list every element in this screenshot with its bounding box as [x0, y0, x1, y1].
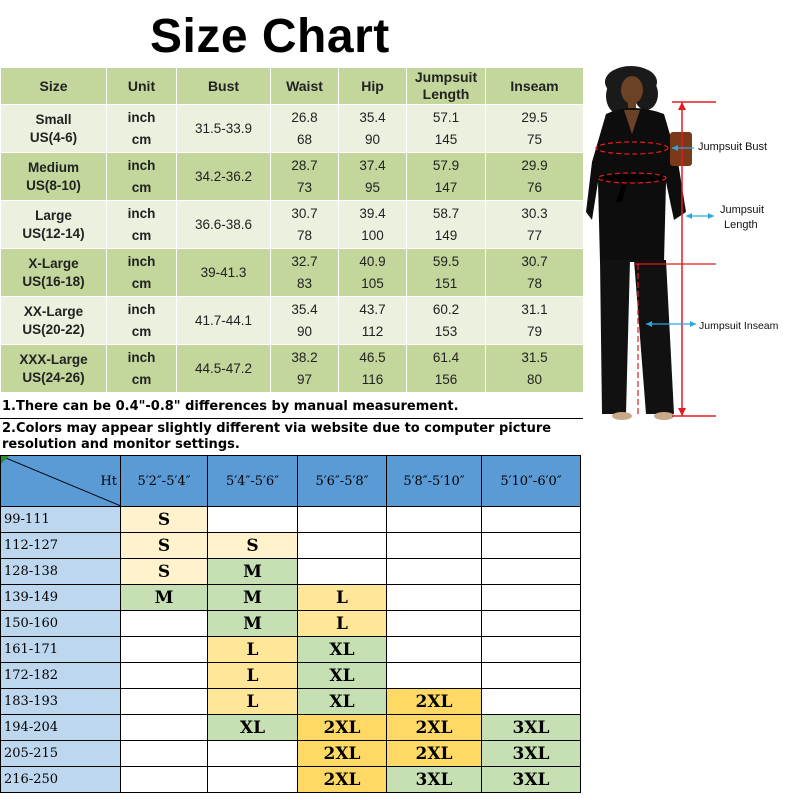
hip-cm: 112	[361, 323, 384, 339]
fit-corner-label: Ht	[100, 473, 117, 489]
fit-row	[1, 767, 581, 793]
size-recommendation-cell: XL	[298, 689, 387, 715]
size-recommendation-cell: 3XL	[482, 767, 581, 793]
measurement-header-row	[1, 68, 584, 105]
waist-inch: 28.7	[291, 157, 318, 173]
size-name: Small	[35, 111, 72, 127]
waist-inch: 26.8	[291, 109, 318, 125]
note-colors: 2.Colors may appear slightly different via website due to computer picture resolution and monitor settings.	[2, 421, 552, 452]
size-recommendation-cell	[298, 507, 387, 533]
belt-shape	[600, 174, 664, 182]
size-recommendation-cell	[482, 637, 581, 663]
length-inch: 58.7	[432, 205, 460, 221]
size-recommendation-cell	[387, 559, 482, 585]
size-recommendation-cell	[387, 637, 482, 663]
waist-cm: 97	[296, 371, 313, 387]
size-recommendation-cell: 2XL	[298, 741, 387, 767]
unit-cm: cm	[131, 131, 152, 147]
hip-cm: 105	[361, 275, 384, 291]
left-shoe	[612, 412, 632, 420]
inseam-cell	[486, 345, 584, 393]
size-recommendation-cell	[387, 663, 482, 689]
height-header: 5′4″-5′6″	[208, 456, 298, 507]
unit-cm: cm	[131, 371, 152, 387]
size-recommendation-cell	[482, 689, 581, 715]
weight-cell: 205-215	[1, 741, 121, 767]
weight-cell: 172-182	[1, 663, 121, 689]
length-cell	[407, 105, 486, 153]
size-us: US(8-10)	[26, 177, 81, 193]
fit-header-row	[1, 456, 581, 507]
header-unit: Unit	[107, 68, 177, 105]
inseam-inch: 31.5	[521, 349, 548, 365]
inseam-cm: 80	[526, 371, 543, 387]
size-recommendation-cell	[387, 533, 482, 559]
page-title: Size Chart	[150, 10, 390, 63]
size-recommendation-cell: L	[208, 637, 298, 663]
waist-inch: 35.4	[291, 301, 318, 317]
size-recommendation-cell: XL	[208, 715, 298, 741]
unit-cm: cm	[131, 227, 152, 243]
size-name: Medium	[27, 159, 79, 175]
length-cm: 149	[434, 227, 458, 243]
size-recommendation-cell	[482, 611, 581, 637]
size-recommendation-cell: 2XL	[298, 767, 387, 793]
size-recommendation-cell	[482, 533, 581, 559]
size-recommendation-cell	[121, 689, 208, 715]
waist-cell	[271, 297, 339, 345]
inseam-cell	[486, 297, 584, 345]
bust-cell: 44.5-47.2	[177, 345, 271, 393]
weight-cell: 150-160	[1, 611, 121, 637]
size-recommendation-cell: M	[208, 559, 298, 585]
size-recommendation-cell	[121, 637, 208, 663]
header-hip: Hip	[339, 68, 407, 105]
measurement-row	[1, 345, 584, 393]
inseam-inch: 31.1	[521, 301, 548, 317]
waist-inch: 38.2	[291, 349, 318, 365]
label-jumpsuit-length-1: Jumpsuit	[720, 204, 765, 216]
measurement-row	[1, 153, 584, 201]
size-recommendation-cell: 2XL	[298, 715, 387, 741]
length-cm: 145	[434, 131, 458, 147]
size-recommendation-cell: 2XL	[387, 689, 482, 715]
torso-shape	[586, 108, 686, 262]
hip-cell	[339, 153, 407, 201]
fit-corner-cell	[1, 456, 121, 507]
hip-inch: 40.9	[359, 253, 386, 269]
size-us: US(24-26)	[22, 369, 85, 385]
hip-inch: 46.5	[359, 349, 386, 365]
length-inch: 57.1	[432, 109, 460, 125]
divider	[0, 418, 583, 419]
size-name: X-Large	[28, 255, 79, 271]
hip-cm: 100	[361, 227, 384, 243]
waist-inch: 32.7	[291, 253, 318, 269]
measurement-row	[1, 105, 584, 153]
height-header: 5′6″-5′8″	[298, 456, 387, 507]
size-cell	[1, 201, 107, 249]
waist-inch: 30.7	[291, 205, 318, 221]
header-jumpsuit-length-label: Jumpsuit Length	[414, 69, 478, 102]
size-recommendation-cell	[121, 715, 208, 741]
length-pointer-head-right	[708, 213, 714, 219]
size-recommendation-cell: XL	[298, 637, 387, 663]
fit-row	[1, 637, 581, 663]
label-jumpsuit-inseam: Jumpsuit Inseam	[699, 320, 779, 332]
header-bust: Bust	[177, 68, 271, 105]
size-recommendation-cell	[482, 663, 581, 689]
size-recommendation-cell: L	[298, 611, 387, 637]
inseam-inch: 29.5	[521, 109, 548, 125]
size-recommendation-cell	[208, 767, 298, 793]
fit-row	[1, 611, 581, 637]
length-cm: 153	[434, 323, 458, 339]
weight-cell: 194-204	[1, 715, 121, 741]
header-waist: Waist	[271, 68, 339, 105]
hip-inch: 35.4	[359, 109, 386, 125]
length-inch: 59.5	[432, 253, 460, 269]
length-inch: 60.2	[432, 301, 460, 317]
inseam-cell	[486, 201, 584, 249]
weight-cell: 128-138	[1, 559, 121, 585]
inseam-inch: 30.3	[521, 205, 548, 221]
hip-cell	[339, 105, 407, 153]
jumpsuit-figure	[586, 62, 800, 424]
weight-cell: 112-127	[1, 533, 121, 559]
hip-cm: 90	[364, 131, 381, 147]
size-recommendation-cell: M	[208, 611, 298, 637]
size-name: Large	[35, 207, 72, 223]
unit-cell	[107, 249, 177, 297]
unit-cell	[107, 153, 177, 201]
fit-row	[1, 663, 581, 689]
weight-cell: 99-111	[1, 507, 121, 533]
size-cell	[1, 105, 107, 153]
waist-cell	[271, 249, 339, 297]
inseam-cm: 78	[526, 275, 543, 291]
size-recommendation-cell	[208, 507, 298, 533]
hip-inch: 43.7	[359, 301, 386, 317]
length-inch: 61.4	[432, 349, 460, 365]
inseam-inch: 29.9	[521, 157, 548, 173]
size-recommendation-cell: M	[208, 585, 298, 611]
size-us: US(16-18)	[22, 273, 85, 289]
unit-cm: cm	[131, 179, 152, 195]
header-inseam: Inseam	[486, 68, 584, 105]
fit-row	[1, 559, 581, 585]
unit-cell	[107, 105, 177, 153]
hip-cell	[339, 297, 407, 345]
left-leg	[600, 260, 630, 414]
face-shape	[621, 76, 643, 104]
hip-cell	[339, 201, 407, 249]
size-recommendation-cell: L	[208, 663, 298, 689]
inseam-inch: 30.7	[521, 253, 548, 269]
size-us: US(12-14)	[22, 225, 85, 241]
fit-row	[1, 585, 581, 611]
hip-cm: 95	[364, 179, 381, 195]
unit-inch: inch	[127, 253, 156, 269]
size-recommendation-cell: S	[121, 533, 208, 559]
unit-cell	[107, 297, 177, 345]
length-cell	[407, 297, 486, 345]
bust-cell: 36.6-38.6	[177, 201, 271, 249]
waist-cm: 83	[296, 275, 313, 291]
waist-cm: 73	[296, 179, 313, 195]
hip-cm: 116	[361, 371, 384, 387]
size-recommendation-cell: S	[121, 507, 208, 533]
inseam-cell	[486, 153, 584, 201]
length-cell	[407, 345, 486, 393]
unit-cell	[107, 201, 177, 249]
inseam-cm: 75	[526, 131, 543, 147]
size-recommendation-cell: L	[298, 585, 387, 611]
size-name: XXX-Large	[19, 351, 88, 367]
bust-cell: 34.2-36.2	[177, 153, 271, 201]
hip-cell	[339, 345, 407, 393]
measurement-row	[1, 297, 584, 345]
bust-cell: 41.7-44.1	[177, 297, 271, 345]
header-jumpsuit-length	[407, 68, 486, 105]
size-us: US(20-22)	[22, 321, 85, 337]
inseam-cm: 79	[526, 323, 543, 339]
height-header: 5′10″-6′0″	[482, 456, 581, 507]
size-recommendation-cell	[387, 611, 482, 637]
fit-row	[1, 741, 581, 767]
unit-inch: inch	[127, 157, 156, 173]
length-cm: 147	[434, 179, 458, 195]
header-size: Size	[1, 68, 107, 105]
size-recommendation-cell	[482, 507, 581, 533]
length-arrow-top	[678, 102, 686, 110]
length-cell	[407, 201, 486, 249]
size-recommendation-cell: 3XL	[482, 741, 581, 767]
waist-cell	[271, 153, 339, 201]
size-recommendation-cell: 2XL	[387, 715, 482, 741]
inseam-cell	[486, 249, 584, 297]
bust-cell: 31.5-33.9	[177, 105, 271, 153]
size-cell	[1, 249, 107, 297]
length-inch: 57.9	[432, 157, 460, 173]
measurement-row	[1, 249, 584, 297]
note-measurement: 1.There can be 0.4"-0.8" differences by manual measurement.	[2, 399, 459, 414]
inseam-pointer-head-right	[690, 321, 696, 327]
length-cm: 151	[434, 275, 458, 291]
size-recommendation-cell: 3XL	[387, 767, 482, 793]
size-recommendation-cell	[298, 533, 387, 559]
size-recommendation-cell	[387, 585, 482, 611]
unit-inch: inch	[127, 301, 156, 317]
waist-cell	[271, 105, 339, 153]
size-cell	[1, 297, 107, 345]
size-recommendation-cell: 3XL	[482, 715, 581, 741]
bust-cell: 39-41.3	[177, 249, 271, 297]
size-recommendation-cell: XL	[298, 663, 387, 689]
unit-inch: inch	[127, 109, 156, 125]
measurement-table	[0, 67, 584, 393]
right-leg	[634, 260, 674, 414]
size-recommendation-cell	[121, 741, 208, 767]
unit-cm: cm	[131, 323, 152, 339]
waist-cell	[271, 201, 339, 249]
label-jumpsuit-length-2: Length	[724, 219, 758, 231]
height-header: 5′8″-5′10″	[387, 456, 482, 507]
fit-row	[1, 533, 581, 559]
size-us: US(4-6)	[29, 129, 78, 145]
fit-row	[1, 507, 581, 533]
length-cell	[407, 153, 486, 201]
unit-cm: cm	[131, 275, 152, 291]
hip-inch: 37.4	[359, 157, 386, 173]
hip-cell	[339, 249, 407, 297]
waist-cm: 68	[296, 131, 313, 147]
weight-cell: 216-250	[1, 767, 121, 793]
length-cell	[407, 249, 486, 297]
waist-cell	[271, 345, 339, 393]
inseam-cell	[486, 105, 584, 153]
size-recommendation-cell	[121, 767, 208, 793]
bag-shape	[670, 132, 692, 166]
length-pointer-head	[686, 213, 692, 219]
weight-cell: 139-149	[1, 585, 121, 611]
length-arrow-bottom	[678, 408, 686, 416]
size-recommendation-cell	[482, 559, 581, 585]
size-cell	[1, 153, 107, 201]
fit-table	[0, 455, 581, 793]
size-recommendation-cell: 2XL	[387, 741, 482, 767]
height-header: 5′2″-5′4″	[121, 456, 208, 507]
unit-inch: inch	[127, 349, 156, 365]
size-recommendation-cell	[298, 559, 387, 585]
model-illustration	[586, 62, 800, 424]
size-recommendation-cell: M	[121, 585, 208, 611]
fit-row	[1, 689, 581, 715]
fit-row	[1, 715, 581, 741]
measurement-row	[1, 201, 584, 249]
size-recommendation-cell	[121, 611, 208, 637]
size-recommendation-cell	[482, 585, 581, 611]
hip-inch: 39.4	[359, 205, 386, 221]
unit-inch: inch	[127, 205, 156, 221]
inseam-cm: 76	[526, 179, 543, 195]
waist-cm: 78	[296, 227, 313, 243]
size-recommendation-cell: L	[208, 689, 298, 715]
right-shoe	[654, 412, 674, 420]
size-name: XX-Large	[23, 303, 84, 319]
size-cell	[1, 345, 107, 393]
label-jumpsuit-bust: Jumpsuit Bust	[698, 141, 768, 153]
waist-cm: 90	[296, 323, 313, 339]
size-recommendation-cell	[121, 663, 208, 689]
size-recommendation-cell: S	[208, 533, 298, 559]
unit-cell	[107, 345, 177, 393]
size-recommendation-cell	[208, 741, 298, 767]
size-recommendation-cell	[387, 507, 482, 533]
weight-cell: 183-193	[1, 689, 121, 715]
inseam-cm: 77	[526, 227, 543, 243]
size-recommendation-cell: S	[121, 559, 208, 585]
length-cm: 156	[434, 371, 458, 387]
weight-cell: 161-171	[1, 637, 121, 663]
